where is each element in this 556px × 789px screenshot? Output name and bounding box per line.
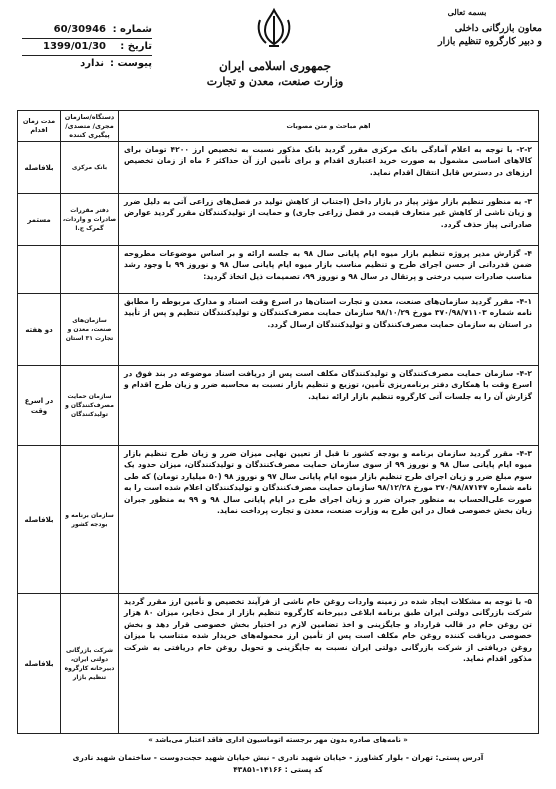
table-row: [18, 294, 538, 366]
row-org: سازمان برنامه و بودجه کشور: [60, 446, 118, 593]
validity-note: « نامه‌های صادره بدون مهر برجسته اتوماسیون اداری فاقد اعتبار می‌باشد »: [148, 736, 408, 744]
letter-meta: [22, 22, 152, 72]
header-main: اهم مباحث و متن مصوبات: [118, 111, 538, 141]
number-value: 60/30946: [53, 24, 106, 35]
row-time: بلافاصله: [24, 163, 54, 172]
table-row-intro: [18, 246, 538, 294]
secretary-title: و دبیر کارگروه تنظیم بازار: [438, 36, 542, 47]
row-time-empty: [18, 246, 60, 293]
row-org: دفتر مقررات صادرات و واردات، گمرک ج.ا: [60, 194, 118, 245]
row-text: ۴- گزارش مدیر پروژه تنظیم بازار میوه ایام پایانی سال ۹۸ به جلسه ارائه و بر اساس موضوعات مطروحه ضمن قدردانی از حسن اجرای طرح و تنظیم مناسب بازار میوه ایام پایانی سال ۹۸ و نوروز ۹۹ با وجود رشد مناسب صادرات سیب درختی و پرتقال در سال ۹۸ و نوروز ۹۹، تصمیمات ذیل اتخاذ گردید:: [118, 246, 538, 293]
iran-emblem-icon: [252, 6, 296, 50]
row-text: ۴-۳- مقرر گردید سازمان برنامه و بودجه کشور تا قبل از تعیین نهایی میزان ضرر و زیان طرح تنظیم بازار میوه ایام پایانی سال ۹۸ و نوروز ۹۹ از سوی سازمان حمایت مصرف‌کنندگان و تولیدکنندگان، میزان حدود یک سوم مبلغ ضرر و زیان اجرای طرح تنظیم بازار میوه ایام پایانی سال ۹۷ و نوروز ۹۸ (۵۰ میلیارد تومان) که طی نامه شماره ۳۷۰/۹۸/۸۷۱۴۷ مورخ ۹۸/۱۲/۲۸ سازمان حمایت مصرف‌کنندگان و تولیدکنندگان اعلام شده است را به صورت علی‌الحساب به منظور جبران ضرر و زیان اجرای طرح در ایام پایانی سال ۹۸ و ۹۹ به منظور جبران زیان بخش خصوصی فعال در این طرح به وزارت صنعت، معدن و تجارت پرداخت نماید.: [118, 446, 538, 593]
bismillah: بسمه تعالی: [447, 7, 487, 17]
attachment-row: [22, 56, 152, 72]
row-text: ۲-۲- با توجه به اعلام آمادگی بانک مرکزی مقرر گردید بانک مذکور نسبت به تخصیص ارز ۴۲۰۰ تومان برای کالاهای اساسی مشمول به صورت خرید اعتباری اقدام و برای تأمین ارز آن حداکثر ۶ ماه از زمان تخصیص ارزهای در دسترس قابل انتقال اقدام نماید.: [118, 142, 538, 193]
row-org: سازمان‌های صنعت، معدن و تجارت ۳۱ استان: [60, 294, 118, 365]
row-time: بلافاصله: [24, 660, 54, 668]
number-label: شماره :: [112, 24, 152, 35]
row-time: دو هفته: [25, 325, 53, 334]
postal-address: آدرس پستی: تهران - بلوار کشاورز - خیابان شهید نادری - نبش خیابان شهید حجت‌دوست - ساختمان شهید نادری: [72, 753, 484, 762]
row-org: شرکت بازرگانی دولتی ایران، دبیرخانه کارگروه تنظیم بازار: [60, 594, 118, 734]
row-text: ۳- به منظور تنظیم بازار مؤثر پیاز در بازار داخل (اجتناب از کاهش تولید در فصل‌های زراعی آتی به دلیل ضرر و زیان ناشی از کاهش غیر متعارف قیمت در فصل زراعی جاری) و حمایت از تولیدکنندگان مقرر گردید عوارض صادراتی پیاز حذف گردد.: [118, 194, 538, 245]
table-header: [18, 111, 538, 142]
resolutions-table: [17, 110, 539, 734]
row-text: ۴-۲- سازمان حمایت مصرف‌کنندگان و تولیدکنندگان مکلف است پس از دریافت اسناد موضوعه در بند فوق در اسرع وقت با همکاری دفتر برنامه‌ریزی تأمین، توزیع و تنظیم بازار نسبت به محاسبه ضرر و زیان طرح اقدام و گزارش آن را به جلسات آتی کارگروه تنظیم بازار ارائه نماید.: [118, 366, 538, 445]
row-time: مستمر: [27, 215, 51, 224]
date-row: [22, 39, 152, 56]
issuer-block: [392, 6, 542, 48]
letterhead: [0, 0, 556, 112]
postal-code: کد پستی : ۱۴۱۶۶-۴۳۸۵۱: [233, 765, 323, 774]
header-org: دستگاه/سازمان مجری/ متصدی/ پیگیری کننده: [60, 111, 118, 141]
footer-address-block: [17, 752, 539, 776]
row-text: ۵- با توجه به مشکلات ایجاد شده در زمینه واردات روغن خام ناشی از فرآیند تخصیص و تأمین ارز مقرر گردید شرکت بازرگانی دولتی ایران طبق برنامه ابلاغی دبیرخانه کارگروه تنظیم بازار از محل ذخایر، میزان ۸۰ هزار تن روغن خام در قالب قرارداد و جایگزینی و اخذ تضامین لازم در اختیار بخش خصوصی قرار دهد و بخش خصوصی دریافت کننده روغن خام مکلف است پس از تأمین ارز محموله‌های خریدار شده متناسب با میزان روغن دریافتی از شرکت بازرگانی دولتی ایران نسبت به جایگزینی و تحویل روغن خام دریافتی به شرکت مذکور اقدام نماید.: [118, 594, 538, 734]
attachment-label: پیوست :: [109, 58, 152, 69]
table-row: [18, 194, 538, 246]
government-title: [180, 58, 370, 90]
number-row: [22, 22, 152, 39]
header-time: مدت زمان اقدام: [22, 117, 56, 134]
gov-line-2: وزارت صنعت، معدن و تجارت: [206, 75, 344, 88]
row-org-empty: [60, 246, 118, 293]
date-value: 1399/01/30: [43, 41, 106, 52]
table-row: [18, 366, 538, 446]
gov-line-1: جمهوری اسلامی ایران: [218, 59, 332, 73]
row-org: سازمان حمایت مصرف‌کنندگان و تولیدکنندگان: [60, 366, 118, 445]
date-label: تاریخ :: [120, 41, 152, 52]
row-time: در اسرع وقت: [24, 396, 54, 415]
table-row: [18, 594, 538, 734]
row-text: ۴-۱- مقرر گردید سازمان‌های صنعت، معدن و تجارت استان‌ها در اسرع وقت اسناد و مدارک مربوطه را مطابق نامه شماره ۳۷۰/۹۸/۷۱۱۰۳ مورخ ۹۸/۱۰/۲۹ سازمان حمایت مصرف‌کنندگان و تولیدکنندگان تنظیم و پس از تأیید در استان به سازمان حمایت مصرف‌کنندگان و تولیدکنندگان ارسال گردد.: [118, 294, 538, 365]
deputy-title: معاون بازرگانی داخلی: [454, 23, 542, 34]
table-row: [18, 142, 538, 194]
row-time: بلافاصله: [24, 515, 54, 524]
table-row: [18, 446, 538, 594]
attachment-value: ندارد: [80, 58, 104, 69]
row-org: بانک مرکزی: [60, 142, 118, 193]
